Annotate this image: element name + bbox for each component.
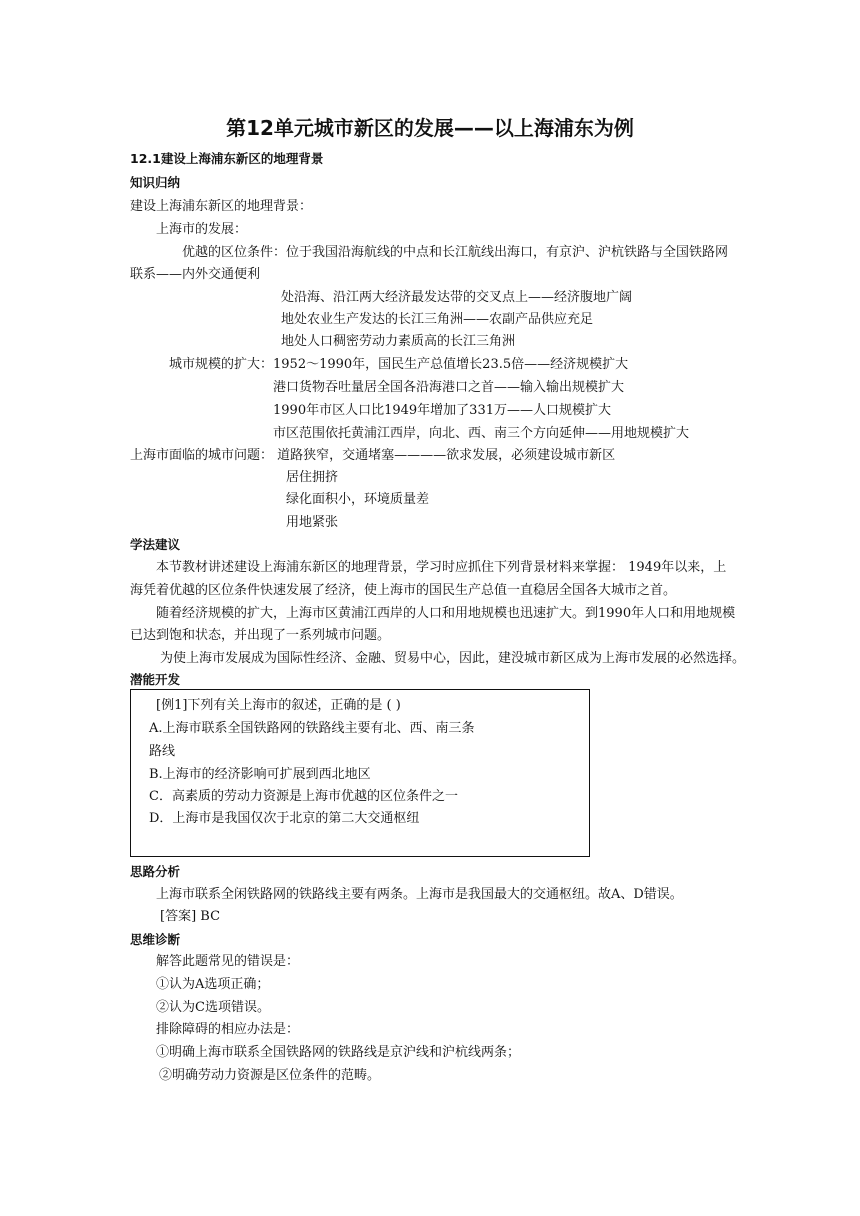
study-paragraph-1-cont: 海凭着优越的区位条件快速发展了经济，使上海市的国民生产总值一直稳居全国各大城市之首。 [130,583,677,598]
city-problem-item: 居住拥挤 [286,470,339,485]
city-problems-line: 上海市面临的城市问题： 道路狭窄，交通堵塞————欲求发展，必须建设城市新区 [130,448,616,463]
diagnosis-line: 排除障碍的相应办法是： [156,1022,300,1037]
city-scale-line: 城市规模的扩大：1952～1990年，国民生产总值增长23.5倍——经济规模扩大 [169,357,629,372]
page-title: 第12单元城市新区的发展——以上海浦东为例 [226,116,634,140]
answer-text: [答案] BC [160,909,221,924]
option-d: D．上海市是我国仅次于北京的第二大交通枢纽 [149,811,420,826]
location-sub-item: 处沿海、沿江两大经济最发达带的交叉点上——经济腹地广阔 [281,290,633,305]
study-paragraph-1: 本节教材讲述建设上海浦东新区的地理背景，学习时应抓住下列背景材料来掌握： 1949年以来，上 [156,560,727,575]
city-problem-item: 绿化面积小，环境质量差 [286,492,430,507]
diagnosis-line: 解答此题常见的错误是： [156,954,300,969]
location-conditions-line: 优越的区位条件：位于我国沿海航线的中点和长江航线出海口，有京沪、沪杭铁路与全国铁路网 [182,245,729,260]
diagnosis-line: ①明确上海市联系全国铁路网的铁路线是京沪线和沪杭线两条； [156,1045,521,1060]
study-paragraph-2-cont: 已达到饱和状态，并出现了一系列城市问题。 [130,628,391,643]
study-paragraph-2: 随着经济规模的扩大，上海市区黄浦江西岸的人口和用地规模也迅速扩大。到1990年人口和用地规模 [156,606,736,621]
analysis-text: 上海市联系全闲铁路网的铁路线主要有两条。上海市是我国最大的交通枢纽。故A、D错误。 [156,887,683,902]
city-scale-sub-item: 1990年市区人口比1949年增加了331万——人口规模扩大 [273,403,611,418]
city-scale-sub-item: 港口货物吞吐量居全国各沿海港口之首——输入输出规模扩大 [273,380,625,395]
location-sub-item: 地处人口稠密劳动力素质高的长江三角洲 [281,334,516,349]
analysis-heading: 思路分析 [130,864,181,879]
knowledge-heading: 知识归纳 [130,175,181,190]
location-conditions-cont: 联系——内外交通便利 [130,267,261,282]
option-c: C．高素质的劳动力资源是上海市优越的区位条件之一 [149,789,458,804]
location-sub-item: 地处农业生产发达的长江三角洲——农副产品供应充足 [281,312,594,327]
diagnosis-line: ①认为A选项正确； [156,977,270,992]
diagnosis-line: ②认为C选项错误。 [156,1000,270,1015]
question-stem: [例1]下列有关上海市的叙述，正确的是 ( ) [156,698,401,713]
option-b: B.上海市的经济影响可扩展到西北地区 [149,767,371,782]
potential-heading: 潜能开发 [130,672,181,687]
option-a: A.上海市联系全国铁路网的铁路线主要有北、西、南三条 [149,721,475,736]
shanghai-development-label: 上海市的发展： [156,222,248,237]
study-paragraph-3: 为使上海市发展成为国际性经济、金融、贸易中心，因此，建没城市新区成为上海市发展的必然选择。 [160,651,746,666]
section-heading: 12.1建设上海浦东新区的地理背景 [130,151,324,166]
diagnosis-line: ②明确劳动力资源是区位条件的范畴。 [159,1068,381,1083]
city-scale-sub-item: 市区范围依托黄浦江西岸，向北、西、南三个方向延伸——用地规模扩大 [273,426,690,441]
city-problem-item: 用地紧张 [286,515,339,530]
diagnosis-heading: 思维诊断 [130,932,181,947]
option-a-cont: 路线 [149,744,176,759]
study-heading: 学法建议 [130,537,181,552]
knowledge-intro: 建设上海浦东新区的地理背景： [130,199,313,214]
